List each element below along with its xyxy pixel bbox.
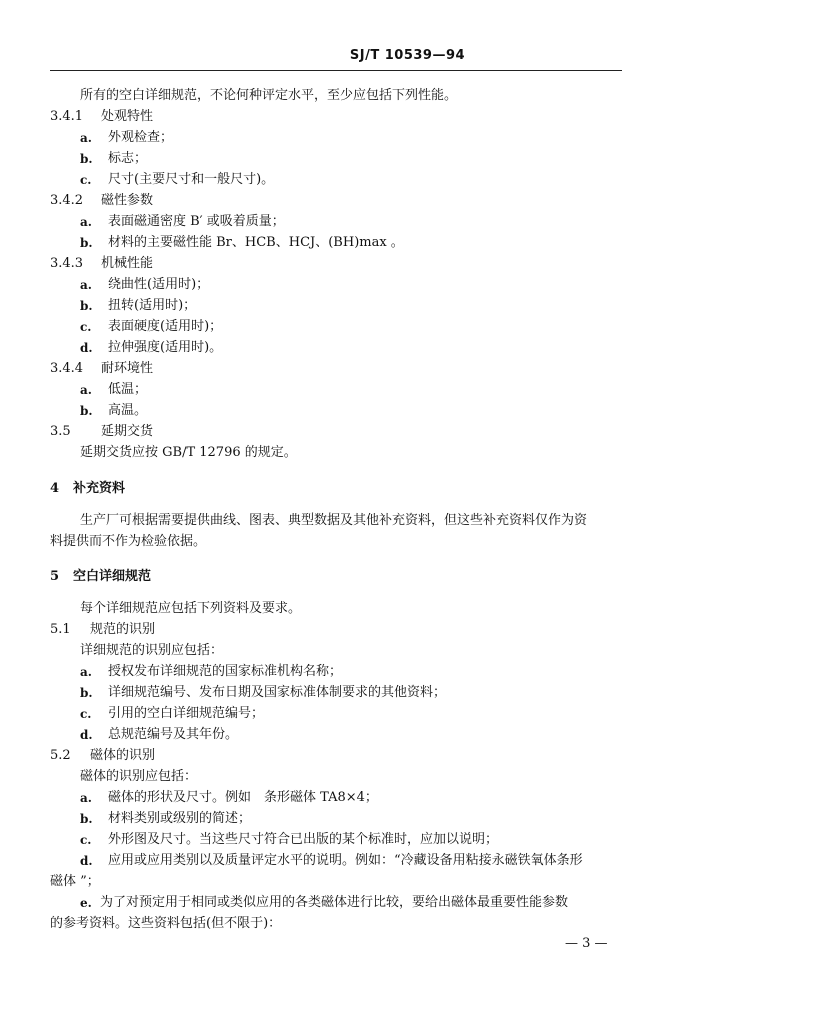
item-text: 标志； (108, 151, 148, 166)
section-body: 料提供而不作为检验依据。 (50, 534, 207, 549)
section-title: 补充资料 (73, 481, 126, 496)
section-lead: 磁体的识别应包括： (80, 769, 198, 784)
item-label: a. (80, 131, 92, 145)
item-text: 为了对预定用于相同或类似应用的各类磁体进行比较，要给出磁体最重要性能参数 (100, 895, 569, 910)
item-label: c. (80, 173, 92, 187)
section-number: 5.1 (50, 622, 71, 637)
item-label: b. (80, 812, 93, 826)
section-number: 3.4.3 (50, 256, 84, 271)
section-title: 机械性能 (101, 256, 154, 271)
item-text: 授权发布详细规范的国家标准机构名称； (108, 664, 343, 679)
item-continuation: 的参考资料。这些资料包括(但不限于)： (50, 916, 282, 931)
section-number: 4 (50, 481, 60, 496)
item-label: e. (80, 896, 92, 910)
item-label: c. (80, 320, 92, 334)
item-label: c. (80, 707, 92, 721)
item-text: 表面硬度(适用时)； (108, 319, 223, 334)
item-label: a. (80, 383, 92, 397)
item-label: b. (80, 404, 93, 418)
item-text: 拉伸强度(适用时)。 (108, 340, 223, 355)
item-label: b. (80, 299, 93, 313)
item-text: 绕曲性(适用时)； (108, 277, 210, 292)
section-number: 3.4.4 (50, 361, 84, 376)
item-text: 总规范编号及其年份。 (108, 727, 239, 742)
item-label: c. (80, 833, 92, 847)
section-title: 延期交货 (101, 424, 154, 439)
item-text: 应用或应用类别以及质量评定水平的说明。例如：“冷藏设备用粘接永磁铁氧体条形 (108, 853, 583, 868)
item-text: 引用的空白详细规范编号； (108, 706, 265, 721)
item-text: 尺寸(主要尺寸和一般尺寸)。 (108, 172, 275, 187)
item-text: 材料类别或级别的简述； (108, 811, 252, 826)
section-number: 3.5 (50, 424, 71, 439)
section-number: 3.4.1 (50, 109, 84, 124)
item-text: 外观检查； (108, 130, 174, 145)
item-text: 材料的主要磁性能 Br、HCB、HCJ、(BH)max 。 (108, 235, 404, 250)
document-header: SJ/T 10539—94 (349, 48, 466, 63)
item-label: a. (80, 791, 92, 805)
item-text: 高温。 (108, 403, 148, 418)
item-continuation: 磁体 ”； (50, 874, 100, 889)
section-number: 5.2 (50, 748, 71, 763)
item-label: d. (80, 728, 93, 742)
section-body: 延期交货应按 GB/T 12796 的规定。 (80, 445, 297, 460)
item-label: a. (80, 278, 92, 292)
item-label: b. (80, 236, 93, 250)
section-title: 磁体的识别 (90, 748, 156, 763)
item-label: d. (80, 341, 93, 355)
item-label: a. (80, 215, 92, 229)
item-text: 详细规范编号、发布日期及国家标准体制要求的其他资料； (108, 685, 447, 700)
section-lead: 详细规范的识别应包括： (80, 643, 224, 658)
section-title: 空白详细规范 (73, 569, 152, 584)
item-label: a. (80, 665, 92, 679)
item-label: d. (80, 854, 93, 868)
section-body: 每个详细规范应包括下列资料及要求。 (80, 601, 302, 616)
intro-text: 所有的空白详细规范，不论何种评定水平，至少应包括下列性能。 (80, 88, 458, 103)
page-number: — 3 — (565, 936, 608, 951)
item-label: b. (80, 152, 93, 166)
section-body: 生产厂可根据需要提供曲线、图表、典型数据及其他补充资料，但这些补充资料仅作为资 (80, 513, 588, 528)
item-text: 外形图及尺寸。当这些尺寸符合已出版的某个标准时，应加以说明； (108, 832, 499, 847)
section-title: 规范的识别 (90, 622, 156, 637)
section-title: 磁性参数 (101, 193, 154, 208)
section-number: 5 (50, 569, 60, 584)
item-text: 磁体的形状及尺寸。例如 条形磁体 TA8×4； (108, 790, 378, 805)
item-text: 扭转(适用时)； (108, 298, 197, 313)
item-text: 低温； (108, 382, 148, 397)
section-number: 3.4.2 (50, 193, 84, 208)
item-text: 表面磁通密度 B′ 或吸着质量； (108, 214, 285, 229)
item-label: b. (80, 686, 93, 700)
section-title: 耐环境性 (101, 361, 154, 376)
section-title: 处观特性 (101, 109, 154, 124)
header-rule (50, 70, 622, 71)
